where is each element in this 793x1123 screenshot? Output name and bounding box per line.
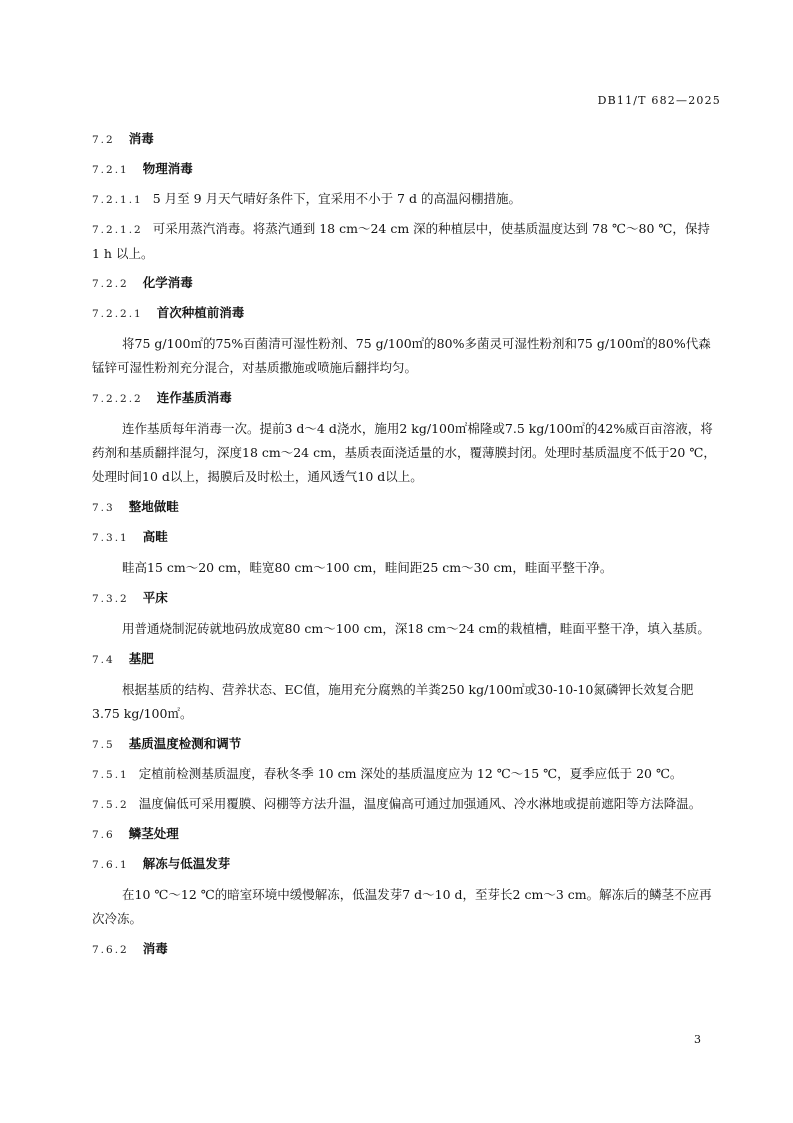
section-number: 7.2.1 <box>92 164 129 176</box>
section-heading <box>92 271 720 296</box>
section-heading <box>92 495 720 520</box>
section-number: 7.3.1 <box>92 532 129 544</box>
section-title: 解冻与低温发芽 <box>142 856 231 871</box>
section-number: 7.3.2 <box>92 593 129 605</box>
section-heading <box>92 822 720 847</box>
clause-number: 7.5.1 <box>92 769 129 781</box>
page-number: 3 <box>694 1033 701 1046</box>
numbered-clause <box>92 792 720 817</box>
section-number: 7.2.2.1 <box>92 308 143 320</box>
paragraph: 用普通烧制泥砖就地码放成宽80 cm～100 cm，深18 cm～24 cm的栽植槽，畦面平整干净，填入基质。 <box>122 621 710 636</box>
section-number: 7.6.2 <box>92 944 129 956</box>
section-heading <box>92 732 720 757</box>
section-title: 基肥 <box>128 651 154 666</box>
section-number: 7.2.2.2 <box>92 393 143 405</box>
section-title: 物理消毒 <box>142 161 193 176</box>
section-heading <box>92 586 720 611</box>
section-number: 7.5 <box>92 739 115 751</box>
section-title: 连作基质消毒 <box>156 390 232 405</box>
section-heading <box>92 157 720 182</box>
numbered-clause <box>92 217 720 266</box>
clause-number: 7.2.1.2 <box>92 224 143 236</box>
clause-text: 5 月至 9 月天气晴好条件下，宜采用不小于 7 d 的高温闷棚措施。 <box>152 191 521 206</box>
section-title: 整地做畦 <box>128 499 179 514</box>
clause-text: 定植前检测基质温度，春秋冬季 10 cm 深处的基质温度应为 12 ℃～15 ℃，夏季应低于 20 ℃。 <box>138 766 683 781</box>
section-heading <box>92 386 720 411</box>
section-heading <box>92 647 720 672</box>
section-title: 消毒 <box>142 941 168 956</box>
clause-text: 温度偏低可采用覆膜、闷棚等方法升温，温度偏高可通过加强通风、冷水淋地或提前遮阳等方法降温。 <box>138 796 702 811</box>
section-title: 鳞茎处理 <box>128 826 179 841</box>
section-number: 7.6.1 <box>92 859 129 871</box>
paragraph: 根据基质的结构、营养状态、EC值，施用充分腐熟的羊粪250 kg/100㎡或30-10-10氮磷钾长效复合肥3.75 kg/100㎡。 <box>92 682 694 721</box>
paragraph: 畦高15 cm～20 cm，畦宽80 cm～100 cm，畦间距25 cm～30 cm，畦面平整干净。 <box>122 560 613 575</box>
section-number: 7.2.2 <box>92 278 129 290</box>
clause-number: 7.5.2 <box>92 799 129 811</box>
section-heading <box>92 301 720 326</box>
section-heading <box>92 127 720 152</box>
document-code: DB11/T 682—2025 <box>597 94 721 107</box>
section-heading <box>92 852 720 877</box>
clause-text: 可采用蒸汽消毒。将蒸汽通到 18 cm～24 cm 深的种植层中，使基质温度达到 78 ℃～80 ℃，保持 1 h 以上。 <box>92 221 710 261</box>
section-title: 高畦 <box>142 529 168 544</box>
section-number: 7.6 <box>92 829 115 841</box>
section-number: 7.3 <box>92 502 115 514</box>
section-title: 化学消毒 <box>142 275 193 290</box>
section-heading <box>92 937 720 962</box>
paragraph: 在10 ℃～12 ℃的暗室环境中缓慢解冻，低温发芽7 d～10 d，至芽长2 cm～3 cm。解冻后的鳞茎不应再次冷冻。 <box>92 887 712 926</box>
section-number: 7.2 <box>92 134 115 146</box>
section-title: 平床 <box>142 590 168 605</box>
section-title: 消毒 <box>128 131 154 146</box>
paragraph: 将75 g/100㎡的75%百菌清可湿性粉剂、75 g/100㎡的80%多菌灵可湿性粉剂和75 g/100㎡的80%代森锰锌可湿性粉剂充分混合，对基质撒施或喷施后翻拌均匀。 <box>92 336 711 375</box>
section-heading <box>92 525 720 550</box>
section-title: 基质温度检测和调节 <box>128 736 242 751</box>
numbered-clause <box>92 762 720 787</box>
clause-number: 7.2.1.1 <box>92 194 143 206</box>
section-title: 首次种植前消毒 <box>156 305 245 320</box>
paragraph: 连作基质每年消毒一次。提前3 d～4 d浇水，施用2 kg/100㎡棉隆或7.5 kg/100㎡的42%威百亩溶液，将药剂和基质翻拌混匀，深度18 cm～24 cm，基质表面浇适量的水，覆薄膜封闭。处理时基质温度不低于20 ℃，处理时间10 d以上，揭膜后及时松土，通风透气10 d以上。 <box>92 421 716 484</box>
section-number: 7.4 <box>92 654 115 666</box>
numbered-clause <box>92 187 720 212</box>
document-body <box>92 122 720 967</box>
